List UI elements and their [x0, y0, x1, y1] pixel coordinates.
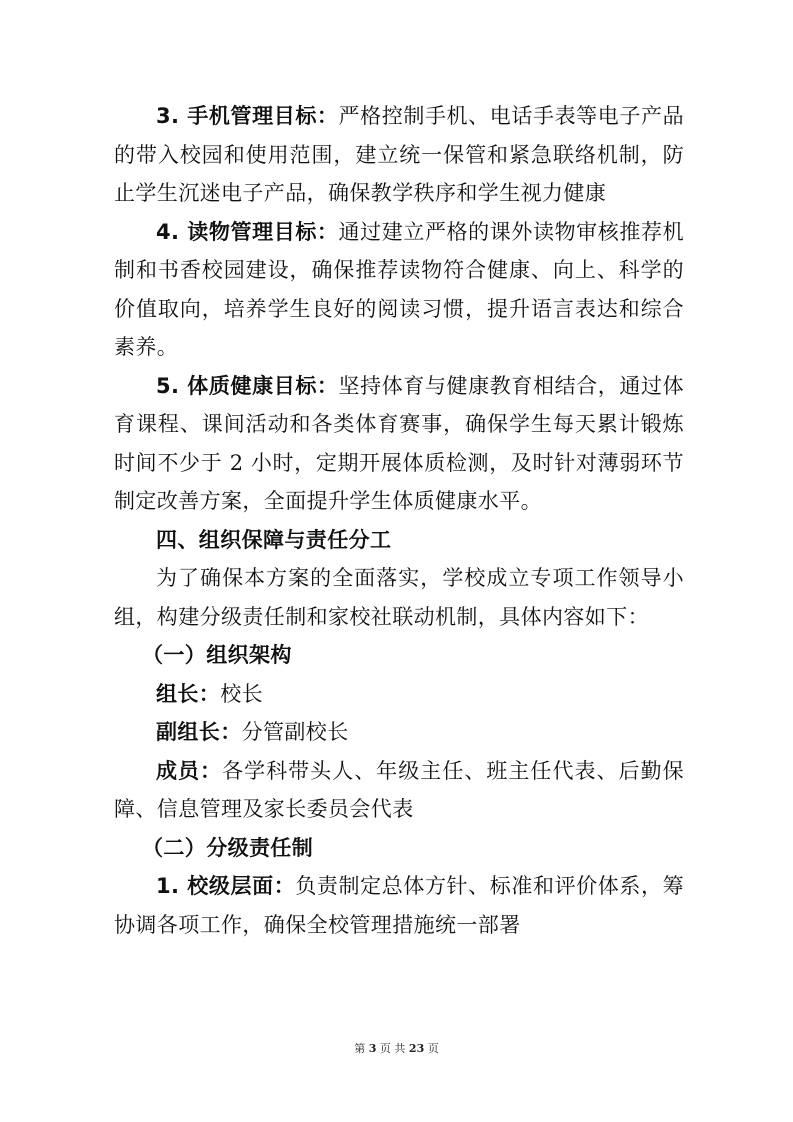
goal-item-text: 通过建立严格的课外读物审核推荐机制和书香校园建设，确保推荐读物符合健康、向上、科学的价值取向，培养学生良好的阅读习惯，提升语言表达和综合素养。: [114, 219, 684, 359]
footer-current-page: 3: [368, 1042, 377, 1055]
footer-suffix: 页: [427, 1042, 439, 1055]
goal-item-fitness: [114, 367, 684, 521]
goal-item-reading: [114, 213, 684, 367]
level-text: 负责制定总体方针、标准和评价体系，筹协调各项工作，确保全校管理措施统一部署: [114, 874, 684, 937]
role-label: 组长：: [156, 681, 221, 706]
goal-item-label: 5. 体质健康目标：: [156, 373, 339, 398]
goal-item-text: 严格控制手机、电话手表等电子产品的带入校园和使用范围，建立统一保管和紧急联络机制，防止学生沉迷电子产品，确保教学秩序和学生视力健康: [114, 104, 684, 205]
subsection-heading-organization: （一）组织架构: [142, 643, 292, 667]
page-content: [114, 97, 684, 944]
role-members: [114, 752, 684, 829]
level-school: [114, 867, 684, 944]
goal-item-text: 坚持体育与健康教育相结合，通过体育课程、课间活动和各类体育赛事，确保学生每天累计锻炼时间不少于 2 小时，定期开展体质检测，及时针对薄弱环节制定改善方案，全面提升学生体质健康水平。: [114, 373, 684, 513]
goal-item-phone: [114, 97, 684, 213]
goal-item-label: 3. 手机管理目标：: [156, 104, 339, 128]
role-label: 副组长：: [156, 720, 242, 744]
section-intro: 为了确保本方案的全面落实，学校成立专项工作领导小组，构建分级责任制和家校社联动机制，具体内容如下：: [114, 566, 684, 629]
role-text: 校长: [220, 681, 264, 706]
footer-total-pages: 23: [408, 1042, 425, 1055]
footer-prefix: 第: [354, 1042, 366, 1055]
page-footer: [0, 1040, 793, 1056]
role-text: 分管副校长: [241, 720, 349, 744]
goal-item-label: 4. 读物管理目标：: [156, 219, 339, 244]
footer-middle: 页 共: [379, 1042, 406, 1055]
subsection-heading-responsibility: （二）分级责任制: [142, 835, 314, 860]
role-text: 各学科带头人、年级主任、班主任代表、后勤保障、信息管理及家长委员会代表: [114, 758, 684, 821]
level-label: 1. 校级层面：: [156, 874, 296, 898]
role-deputy: [114, 713, 684, 752]
role-label: 成员：: [156, 758, 223, 783]
role-leader: [114, 675, 684, 714]
section-heading: 四、组织保障与责任分工: [156, 527, 392, 552]
